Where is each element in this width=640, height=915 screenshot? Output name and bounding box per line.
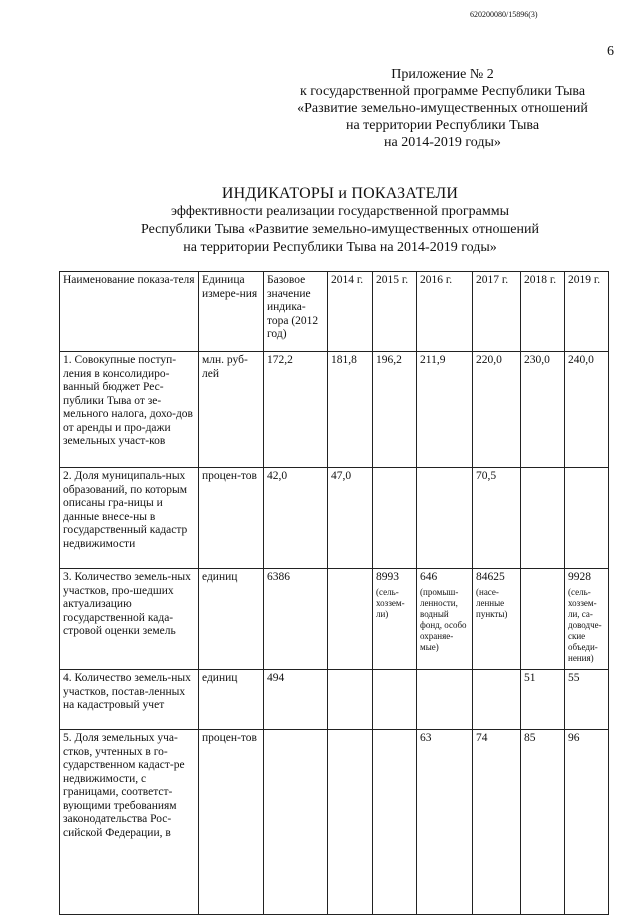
cell-unit: процен-тов xyxy=(199,468,264,569)
cell-note: (промыш-ленности, водный фонд, особо охраняе-мые) xyxy=(420,586,467,652)
cell-2018: 51 xyxy=(521,670,565,730)
annex-line-4: на территории Республики Тыва xyxy=(345,118,540,133)
cell-2018: 230,0 xyxy=(521,352,565,468)
table-row xyxy=(60,569,609,670)
cell-2019: 240,0 xyxy=(565,352,609,468)
document-code: 620200080/15896(3) xyxy=(470,10,538,19)
cell-2015 xyxy=(373,468,417,569)
cell-2015 xyxy=(373,569,417,670)
cell-base: 42,0 xyxy=(264,468,328,569)
cell-2016: 211,9 xyxy=(417,352,473,468)
cell-2014: 181,8 xyxy=(328,352,373,468)
cell-name: 5. Доля земельных уча-стков, учтенных в го-сударственном кадаст-ре недвижимости, с границами, соответст-вующими требованиям законодательства Рос-сийской Федерации, в xyxy=(60,730,199,915)
cell-base: 6386 xyxy=(264,569,328,670)
cell-value: 84625 xyxy=(476,571,505,583)
cell-value: 8993 xyxy=(376,571,399,583)
cell-2018 xyxy=(521,468,565,569)
cell-name: 4. Количество земель-ных участков, постав-ленных на кадастровый учет xyxy=(60,670,199,730)
cell-base: 494 xyxy=(264,670,328,730)
table-row xyxy=(60,670,609,730)
cell-name: 1. Совокупные поступ-ления в консолидиро-ванный бюджет Рес-публики Тыва от зе-мельного налога, дохо-дов от аренды и про-дажи земельных участ-ков xyxy=(60,352,199,468)
header-2018: 2018 г. xyxy=(521,272,565,352)
annex-header xyxy=(270,66,615,151)
cell-2017: 74 xyxy=(473,730,521,915)
cell-2019 xyxy=(565,569,609,670)
header-2019: 2019 г. xyxy=(565,272,609,352)
annex-line-3: «Развитие земельно-имущественных отношений xyxy=(297,101,588,116)
table-row xyxy=(60,730,609,915)
cell-base: 172,2 xyxy=(264,352,328,468)
cell-name: 3. Количество земель-ных участков, про-шедших актуализацию государственной када-стровой оценки земель xyxy=(60,569,199,670)
indicators-table xyxy=(59,271,609,915)
cell-2014 xyxy=(328,730,373,915)
cell-2014 xyxy=(328,670,373,730)
header-name: Наименование показа-теля xyxy=(60,272,199,352)
cell-2015 xyxy=(373,670,417,730)
cell-unit: процен-тов xyxy=(199,730,264,915)
header-unit: Единица измере-ния xyxy=(199,272,264,352)
title-line-2: эффективности реализации государственной программы xyxy=(171,204,509,219)
header-2016: 2016 г. xyxy=(417,272,473,352)
cell-note: (сель-хоззем-ли, са-доводче-ские объеди-нения) xyxy=(568,586,602,663)
cell-2014 xyxy=(328,569,373,670)
cell-value: 646 xyxy=(420,571,438,583)
cell-2019: 55 xyxy=(565,670,609,730)
page-number: 6 xyxy=(607,44,614,59)
cell-2017: 70,5 xyxy=(473,468,521,569)
cell-name: 2. Доля муниципаль-ных образований, по которым описаны гра-ницы и данные внесе-ны в государственный кадастр недвижимости xyxy=(60,468,199,569)
annex-line-5: на 2014-2019 годы» xyxy=(384,135,501,150)
cell-2017 xyxy=(473,670,521,730)
cell-base xyxy=(264,730,328,915)
cell-unit: единиц xyxy=(199,670,264,730)
cell-2015 xyxy=(373,730,417,915)
cell-unit: млн. руб-лей xyxy=(199,352,264,468)
title-line-3: Республики Тыва «Развитие земельно-имущественных отношений xyxy=(141,222,539,237)
header-base: Базовое значение индика-тора (2012 год) xyxy=(264,272,328,352)
title-line-4: на территории Республики Тыва на 2014-2019 годы» xyxy=(183,240,497,255)
cell-2016 xyxy=(417,670,473,730)
cell-2015: 196,2 xyxy=(373,352,417,468)
cell-2018: 85 xyxy=(521,730,565,915)
cell-note: (насе-ленные пункты) xyxy=(476,586,508,619)
cell-2016: 63 xyxy=(417,730,473,915)
annex-line-1: Приложение № 2 xyxy=(391,67,494,82)
cell-unit: единиц xyxy=(199,569,264,670)
document-title xyxy=(100,185,580,257)
header-2014: 2014 г. xyxy=(328,272,373,352)
table-row xyxy=(60,468,609,569)
cell-2014: 47,0 xyxy=(328,468,373,569)
table-header-row xyxy=(60,272,609,352)
cell-note: (сель-хоззем-ли) xyxy=(376,586,405,619)
header-2017: 2017 г. xyxy=(473,272,521,352)
header-2015: 2015 г. xyxy=(373,272,417,352)
annex-line-2: к государственной программе Республики Тыва xyxy=(299,84,586,99)
title-heading: ИНДИКАТОРЫ и ПОКАЗАТЕЛИ xyxy=(221,185,459,202)
table-row xyxy=(60,352,609,468)
cell-2019: 96 xyxy=(565,730,609,915)
cell-2018 xyxy=(521,569,565,670)
cell-2017 xyxy=(473,569,521,670)
cell-2016 xyxy=(417,569,473,670)
cell-2016 xyxy=(417,468,473,569)
cell-2019 xyxy=(565,468,609,569)
cell-value: 9928 xyxy=(568,571,591,583)
cell-2017: 220,0 xyxy=(473,352,521,468)
